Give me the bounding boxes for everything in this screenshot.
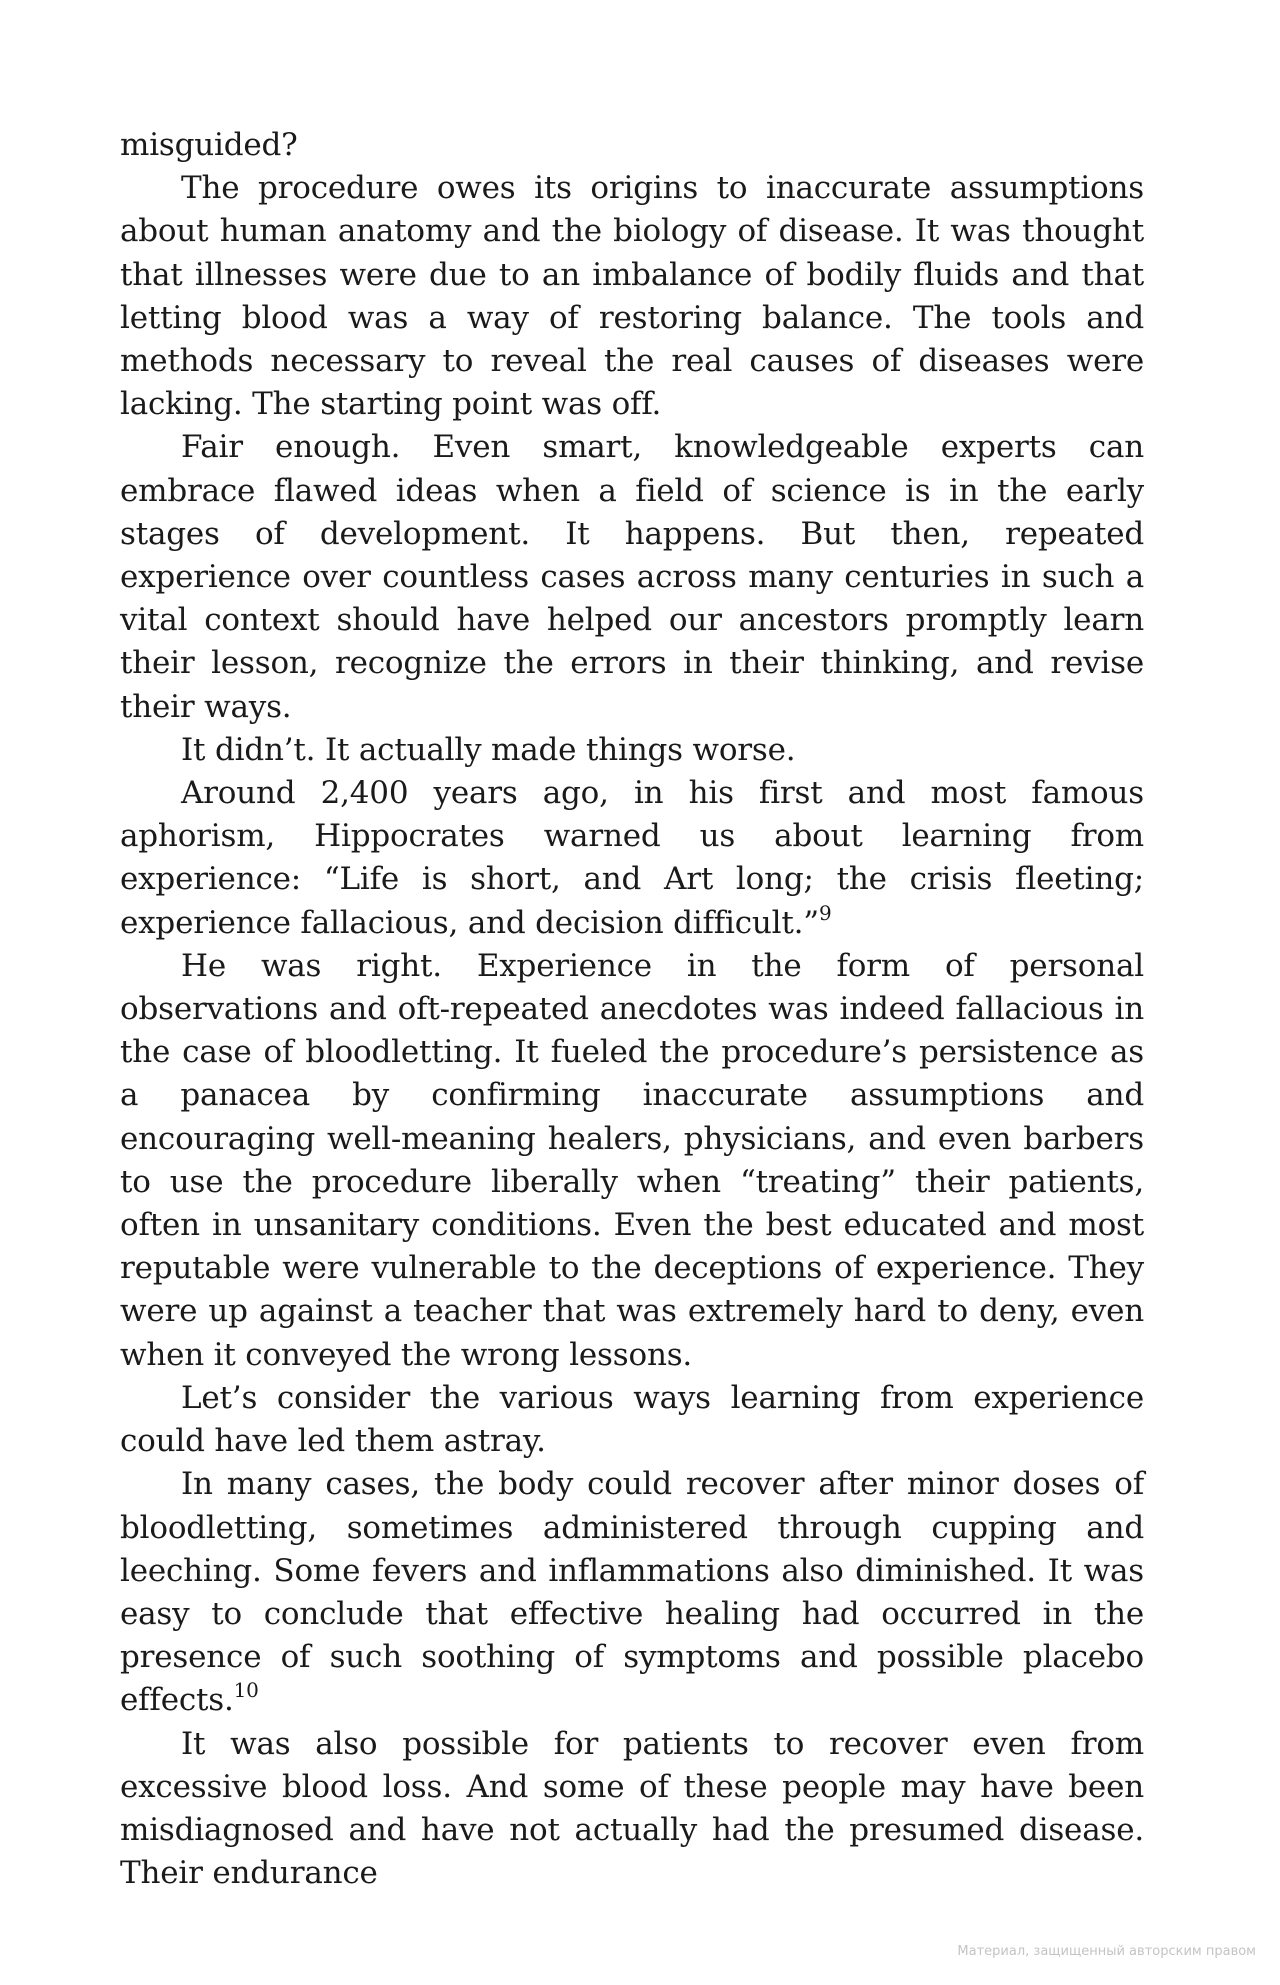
- paragraph-2: The procedure owes its origins to inaccurate assumptions about human anatomy and the biology of disease. It was thought that illnesses were due to an imbalance of bodily fluids and that letting blood was a way of restoring balance. The tools and methods necessary to reveal the real causes of diseases were lacking. The starting point was off.: [120, 170, 1144, 423]
- footnote-marker: 10: [233, 1678, 259, 1703]
- footnote-marker: 9: [818, 900, 832, 925]
- paragraph-9: It was also possible for patients to recover even from excessive blood loss. And some of these people may have been misdiagnosed and have not actually had the presumed disease. Their endurance: [120, 1725, 1144, 1892]
- book-page-text: [120, 124, 1144, 1895]
- paragraph-6: He was right. Experience in the form of personal observations and oft-repeated anecdotes was indeed fallacious in the case of bloodletting. It fueled the procedure’s persistence as a panacea by confirming inaccurate assumptions and encouraging well-meaning healers, physicians, and even barbers to use the procedure liberally when “treating” their patients, often in unsanitary conditions. Even the best educated and most reputable were vulnerable to the deceptions of experience. They were up against a teacher that was extremely hard to deny, even when it conveyed the wrong lessons.: [120, 947, 1144, 1373]
- paragraph-4: It didn’t. It actually made things worse.: [181, 731, 796, 768]
- paragraph-3: Fair enough. Even smart, knowledgeable experts can embrace flawed ideas when a field of science is in the early stages of development. It happens. But then, repeated experience over countless cases across many centuries in such a vital context should have helped our ancestors promptly learn their lesson, recognize the errors in their thinking, and revise their ways.: [120, 429, 1144, 725]
- copyright-watermark: Материал, защищенный авторским правом: [957, 1944, 1256, 1959]
- paragraph-8: In many cases, the body could recover after minor doses of bloodletting, sometimes administered through cupping and leeching. Some fevers and inflammations also diminished. It was easy to conclude that effective healing had occurred in the presence of such soothing of symptoms and possible placebo effects.$^{10}$: [120, 1466, 1144, 1719]
- paragraph-5: Around 2,400 years ago, in his first and most famous aphorism, Hippocrates warned us about learning from experience: “Life is short, and Art long; the crisis fleeting; experience fallacious, and decision difficult.”$^9$: [120, 775, 1144, 941]
- paragraph-1: misguided?: [120, 127, 298, 163]
- paragraph-7: Let’s consider the various ways learning from experience could have led them astray.: [120, 1379, 1144, 1460]
